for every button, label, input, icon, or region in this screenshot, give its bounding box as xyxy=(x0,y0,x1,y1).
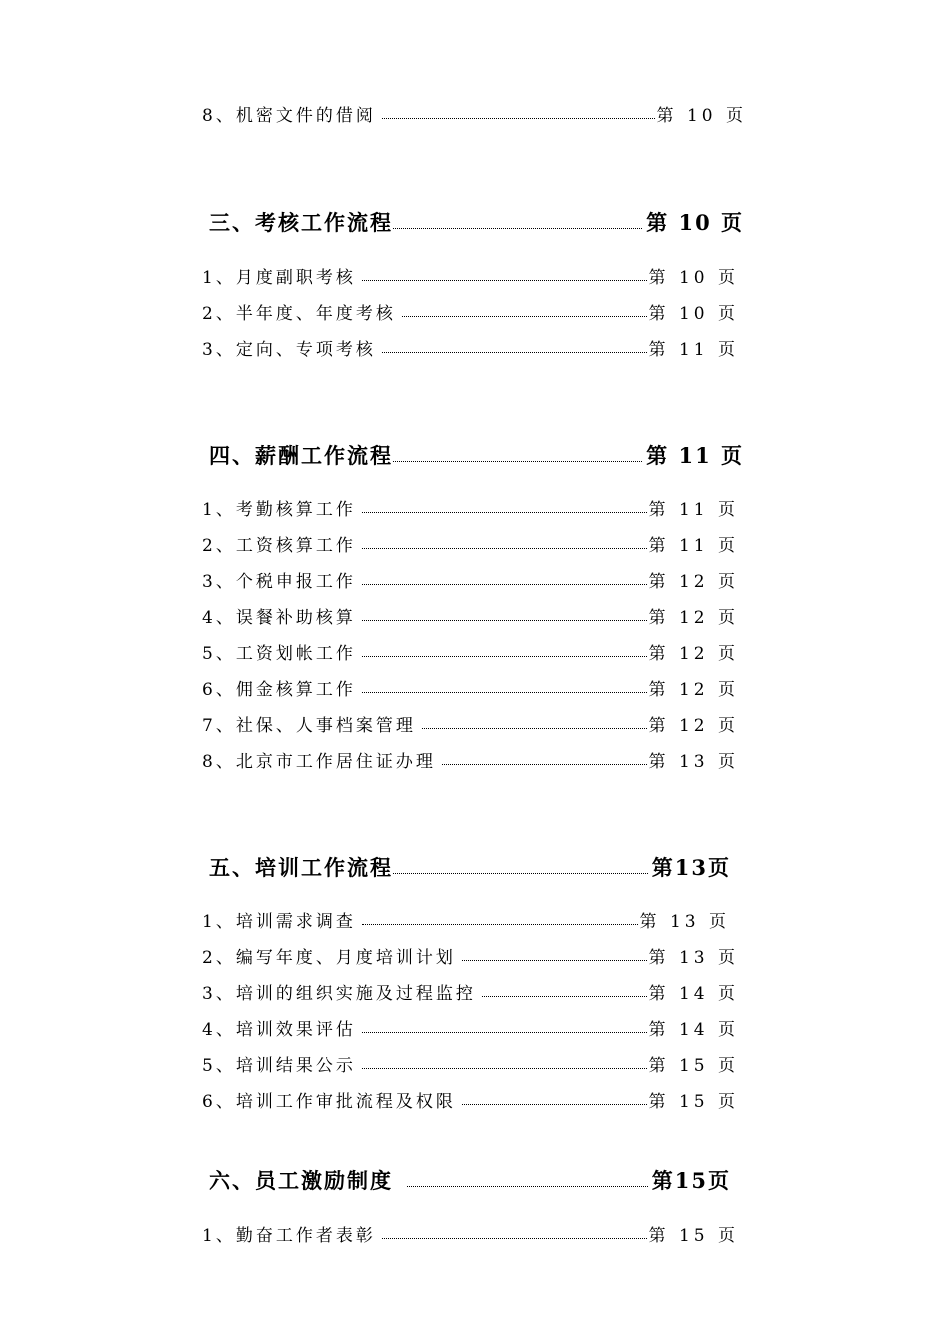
toc-item xyxy=(202,938,739,968)
toc-item xyxy=(202,1010,739,1040)
toc-item xyxy=(202,1216,739,1246)
dot-leader xyxy=(382,352,647,353)
dot-leader xyxy=(462,960,647,961)
dot-leader xyxy=(393,873,648,874)
dot-leader xyxy=(407,1186,648,1187)
toc-heading-page: 第13页 xyxy=(651,855,731,880)
toc-heading-page: 第 10 页 xyxy=(646,210,744,235)
toc-item xyxy=(202,1082,739,1112)
dot-leader xyxy=(382,1238,647,1239)
toc-heading-title: 四、薪酬工作流程 xyxy=(209,443,393,468)
toc-section-heading xyxy=(209,852,731,882)
toc-item-title: 2、工资核算工作 xyxy=(202,536,356,556)
toc-item-title: 2、半年度、年度考核 xyxy=(202,304,396,324)
toc-item-page: 第 13 页 xyxy=(648,948,739,968)
toc-item-title: 3、定向、专项考核 xyxy=(202,340,376,360)
toc-item xyxy=(202,258,739,288)
toc-item-title: 5、工资划帐工作 xyxy=(202,644,356,664)
toc-item xyxy=(202,96,747,126)
toc-item-page: 第 10 页 xyxy=(648,268,739,288)
dot-leader xyxy=(362,548,647,549)
toc-item-page: 第 11 页 xyxy=(648,340,739,360)
toc-item xyxy=(202,562,739,592)
toc-item-title: 3、培训的组织实施及过程监控 xyxy=(202,984,476,1004)
toc-item-title: 3、个税申报工作 xyxy=(202,572,356,592)
dot-leader xyxy=(402,316,647,317)
toc-item-page: 第 10 页 xyxy=(648,304,739,324)
toc-item-page: 第 13 页 xyxy=(639,912,730,932)
toc-item xyxy=(202,330,739,360)
toc-item xyxy=(202,706,739,736)
toc-item-title: 4、培训效果评估 xyxy=(202,1020,356,1040)
toc-item xyxy=(202,742,739,772)
toc-item xyxy=(202,526,739,556)
toc-item-title: 8、北京市工作居住证办理 xyxy=(202,752,436,772)
toc-item-page: 第 14 页 xyxy=(648,1020,739,1040)
dot-leader xyxy=(362,584,647,585)
toc-item-page: 第 11 页 xyxy=(648,536,739,556)
toc-item-title: 1、培训需求调查 xyxy=(202,912,356,932)
toc-section-heading xyxy=(209,207,744,237)
toc-item-page: 第 13 页 xyxy=(648,752,739,772)
dot-leader xyxy=(362,1032,647,1033)
toc-item-title: 1、勤奋工作者表彰 xyxy=(202,1226,376,1246)
toc-item xyxy=(202,1046,739,1076)
toc-item-page: 第 12 页 xyxy=(648,644,739,664)
toc-item xyxy=(202,598,739,628)
dot-leader xyxy=(393,228,642,229)
toc-item-page: 第 11 页 xyxy=(648,500,739,520)
dot-leader xyxy=(382,118,655,119)
dot-leader xyxy=(462,1104,647,1105)
toc-item xyxy=(202,490,739,520)
toc-item-title: 5、培训结果公示 xyxy=(202,1056,356,1076)
dot-leader xyxy=(362,512,647,513)
toc-item-page: 第 15 页 xyxy=(648,1092,739,1112)
toc-section-heading xyxy=(209,1165,731,1195)
toc-item xyxy=(202,634,739,664)
toc-item-page: 第 12 页 xyxy=(648,680,739,700)
toc-item-page: 第 12 页 xyxy=(648,716,739,736)
toc-item-title: 1、考勤核算工作 xyxy=(202,500,356,520)
toc-item-page: 第 12 页 xyxy=(648,608,739,628)
toc-item-title: 7、社保、人事档案管理 xyxy=(202,716,416,736)
toc-item-title: 1、月度副职考核 xyxy=(202,268,356,288)
toc-heading-page: 第 11 页 xyxy=(646,443,744,468)
dot-leader xyxy=(362,924,638,925)
dot-leader xyxy=(362,656,647,657)
toc-item xyxy=(202,974,739,1004)
toc-item xyxy=(202,902,730,932)
toc-heading-title: 三、考核工作流程 xyxy=(209,210,393,235)
toc-item xyxy=(202,294,739,324)
toc-heading-title: 六、员工激励制度 xyxy=(209,1168,393,1193)
dot-leader xyxy=(482,996,647,997)
toc-item-page: 第 14 页 xyxy=(648,984,739,1004)
toc-item-title: 4、误餐补助核算 xyxy=(202,608,356,628)
dot-leader xyxy=(362,692,647,693)
dot-leader xyxy=(422,728,647,729)
toc-item-title: 8、机密文件的借阅 xyxy=(202,106,376,126)
toc-item-page: 第 15 页 xyxy=(648,1056,739,1076)
toc-item-page: 第 15 页 xyxy=(648,1226,739,1246)
toc-item-page: 第 10 页 xyxy=(656,106,747,126)
dot-leader xyxy=(393,461,642,462)
toc-item-title: 6、佣金核算工作 xyxy=(202,680,356,700)
toc-heading-title: 五、培训工作流程 xyxy=(209,855,393,880)
dot-leader xyxy=(362,1068,647,1069)
toc-section-heading xyxy=(209,440,744,470)
dot-leader xyxy=(362,280,647,281)
toc-heading-page: 第15页 xyxy=(651,1168,731,1193)
toc-item-title: 6、培训工作审批流程及权限 xyxy=(202,1092,456,1112)
dot-leader xyxy=(442,764,647,765)
toc-item-title: 2、编写年度、月度培训计划 xyxy=(202,948,456,968)
toc-item xyxy=(202,670,739,700)
dot-leader xyxy=(362,620,647,621)
toc-item-page: 第 12 页 xyxy=(648,572,739,592)
